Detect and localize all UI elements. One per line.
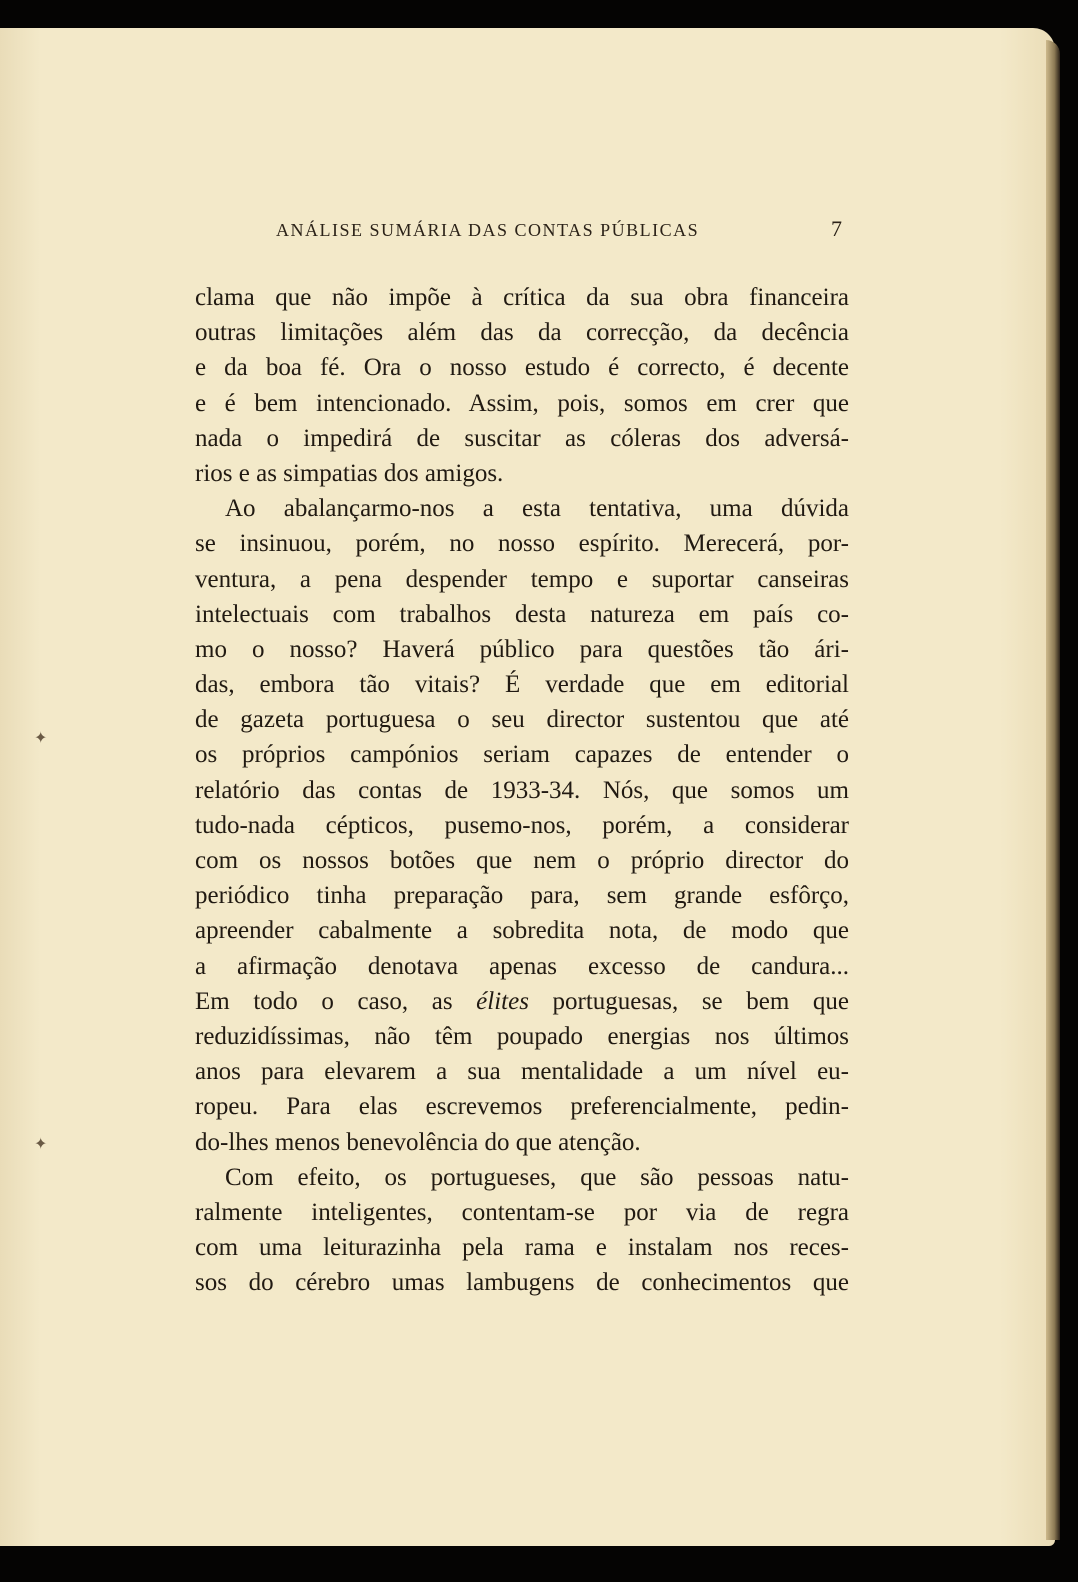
page-edge bbox=[1046, 40, 1060, 1540]
text-line: com uma leiturazinha pela rama e instalam nos reces- bbox=[195, 1234, 849, 1262]
text-line: ropeu. Para elas escrevemos preferencialmente, pedin- bbox=[195, 1093, 849, 1121]
text-line: anos para elevarem a sua mentalidade a um nível eu- bbox=[195, 1058, 849, 1086]
text-line: ventura, a pena despender tempo e suportar canseiras bbox=[195, 565, 849, 593]
text-line: das, embora tão vitais? É verdade que em editorial bbox=[195, 671, 849, 699]
text-line: de gazeta portuguesa o seu director sustentou que até bbox=[195, 706, 849, 734]
text-line: ralmente inteligentes, contentam-se por via de regra bbox=[195, 1198, 849, 1226]
text-line: tudo-nada cépticos, pusemo-nos, porém, a considerar bbox=[195, 811, 849, 839]
text-line: se insinuou, porém, no nosso espírito. Merecerá, por- bbox=[195, 530, 849, 558]
text-line: os próprios campónios seriam capazes de entender o bbox=[195, 741, 849, 769]
text-line: intelectuais com trabalhos desta natureza em país co- bbox=[195, 600, 849, 628]
text-line: reduzidíssimas, não têm poupado energias nos últimos bbox=[195, 1022, 849, 1050]
text-line: Com efeito, os portugueses, que são pessoas natu- bbox=[225, 1163, 849, 1191]
margin-mark: ✦ bbox=[34, 1134, 48, 1153]
text-line: Ao abalançarmo-nos a esta tentativa, uma dúvida bbox=[225, 495, 849, 523]
running-header bbox=[276, 216, 842, 246]
running-title: ANÁLISE SUMÁRIA DAS CONTAS PÚBLICAS bbox=[276, 220, 700, 240]
text-line: periódico tinha preparação para, sem grande esfôrço, bbox=[195, 882, 849, 910]
text-line: do-lhes menos benevolência do que atenção. bbox=[195, 1128, 641, 1156]
text-line: clama que não impõe à crítica da sua obra financeira bbox=[195, 284, 849, 311]
italic-word: élites bbox=[476, 987, 529, 1015]
text-line: nada o impedirá de suscitar as cóleras dos adversá- bbox=[195, 424, 849, 452]
margin-mark: ✦ bbox=[34, 728, 48, 747]
text-line: com os nossos botões que nem o próprio director do bbox=[195, 847, 849, 874]
page-number: 7 bbox=[831, 216, 842, 241]
text-line: rios e as simpatias dos amigos. bbox=[195, 459, 504, 487]
text-line: relatório das contas de 1933-34. Nós, que somos um bbox=[195, 776, 849, 804]
text-line: Em todo o caso, as élites portuguesas, se bem que bbox=[195, 987, 849, 1015]
text-line: e da boa fé. Ora o nosso estudo é correcto, é decente bbox=[195, 354, 849, 382]
text-line: sos do cérebro umas lambugens de conhecimentos que bbox=[195, 1269, 849, 1297]
text-line: e é bem intencionado. Assim, pois, somos em crer que bbox=[195, 389, 849, 417]
text-line: a afirmação denotava apenas excesso de candura... bbox=[195, 952, 849, 980]
text-line: mo o nosso? Haverá público para questões tão ári- bbox=[195, 635, 849, 663]
text-line: apreender cabalmente a sobredita nota, de modo que bbox=[195, 917, 849, 945]
text-line: outras limitações além das da correcção, da decência bbox=[195, 319, 849, 347]
body-text bbox=[195, 280, 849, 1300]
